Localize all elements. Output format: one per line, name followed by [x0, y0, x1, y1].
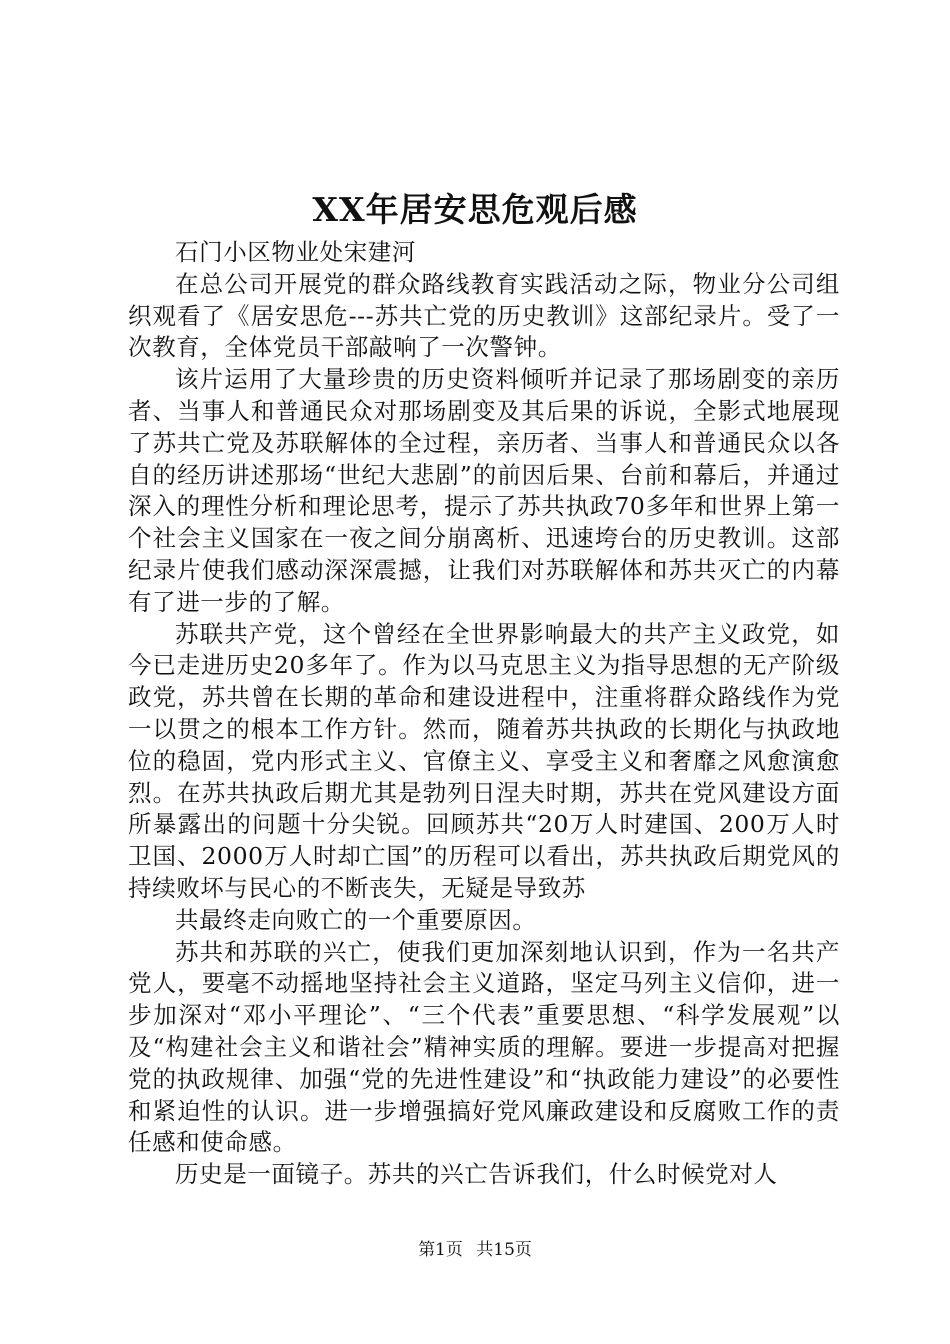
paragraph-1: 在总公司开展党的群众路线教育实践活动之际，物业分公司组织观看了《居安思危---苏共亡党的历史教训》这部纪录片。受了一次教育，全体党员干部敲响了一次警钟。 [128, 269, 840, 362]
page-footer [0, 1238, 950, 1262]
document-body [128, 237, 840, 1191]
document-title: XX年居安思危观后感 [312, 190, 638, 229]
author-line: 石门小区物业处宋建河 [175, 238, 416, 266]
page-number: 第1页 [418, 1240, 463, 1260]
paragraph-2: 该片运用了大量珍贵的历史资料倾听并记录了那场剧变的亲历者、当事人和普通民众对那场剧变及其后果的诉说，全影式地展现了苏共亡党及苏联解体的全过程，亲历者、当事人和普通民众以各自的经历讲述那场“世纪大悲剧”的前因后果、台前和幕后，并通过深入的理性分析和理论思考，提示了苏共执政70多年和世界上第一个社会主义国家在一夜之间分崩离析、迅速垮台的历史教训。这部纪录片使我们感动深深震撼，让我们对苏联解体和苏共灭亡的内幕有了进一步的了解。 [128, 365, 840, 616]
paragraph-5: 苏共和苏联的兴亡，使我们更加深刻地认识到，作为一名共产党人，要毫不动摇地坚持社会主义道路，坚定马列主义信仰，进一步加深对“邓小平理论”、“三个代表”重要思想、“科学发展观”以及“构建社会主义和谐社会”精神实质的理解。要进一步提高对把握党的执政规律、加强“党的先进性建设”和“执政能力建设”的必要性和紧迫性的认识。进一步增强搞好党风廉政建设和反腐败工作的责任感和使命感。 [128, 937, 840, 1157]
paragraph-4: 共最终走向败亡的一个重要原因。 [175, 905, 537, 934]
paragraph-6: 历史是一面镜子。苏共的兴亡告诉我们，什么时候党对人 [175, 1160, 778, 1189]
paragraph-3: 苏联共产党，这个曾经在全世界影响最大的共产主义政党，如今已走进历史20多年了。作为以马克思主义为指导思想的无产阶级政党，苏共曾在长期的革命和建设进程中，注重将群众路线作为党一以贯之的根本工作方针。然而，随着苏共执政的长期化与执政地位的稳固，党内形式主义、官僚主义、享受主义和奢靡之风愈演愈烈。在苏共执政后期尤其是勃列日涅夫时期，苏共在党风建设方面所暴露出的问题十分尖锐。回顾苏共“20万人时建国、200万人时卫国、2000万人时却亡国”的历程可以看出，苏共执政后期党风的持续败坏与民心的不断丧失，无疑是导致苏 [128, 619, 840, 902]
page-total: 共15页 [476, 1240, 532, 1260]
